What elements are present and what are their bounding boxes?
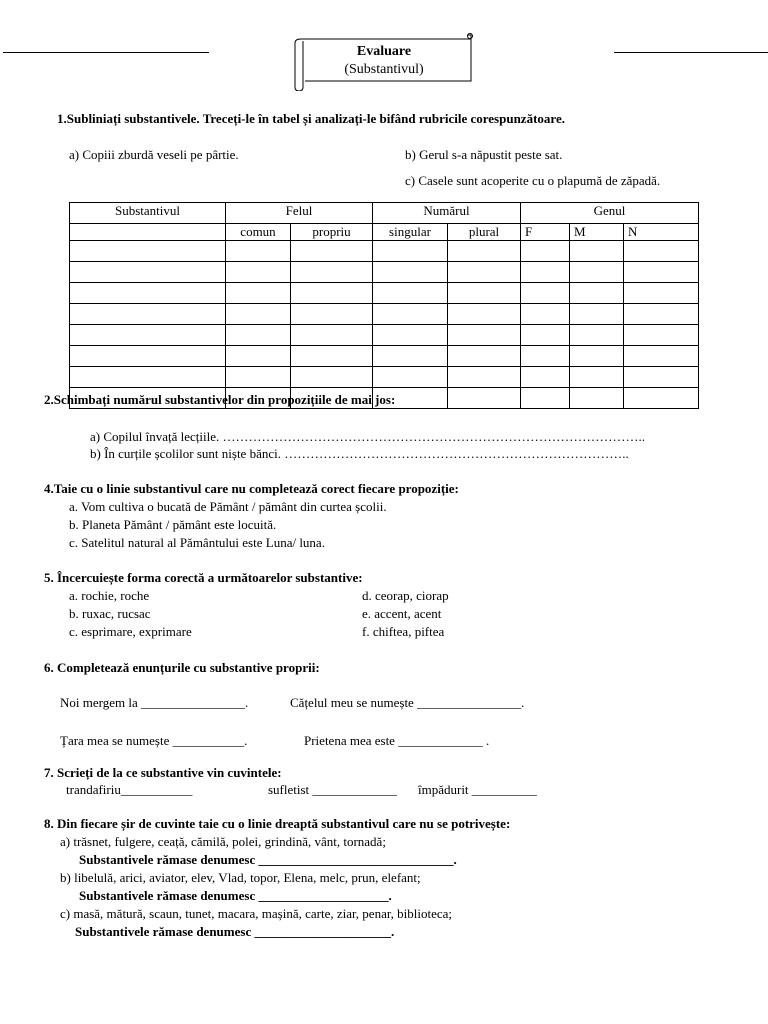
q1-prompt: 1.Subliniați substantivele. Treceți-le în tabel și analizați-le bifând rubricile corespunzătoare. [57,111,565,126]
col-singular: singular [373,224,448,241]
q8-list-a: a) trăsnet, fulgere, ceață, cămilă, polei, grindină, vânt, tornadă; [60,834,386,849]
table-cell[interactable] [624,346,699,367]
table-row [70,346,699,367]
col-substantivul: Substantivul [70,203,226,224]
q4-prompt: 4.Taie cu o linie substantivul care nu completează corect fiecare propoziție: [44,481,459,496]
q6-line-1[interactable]: Noi mergem la ________________. [60,695,249,710]
table-cell[interactable] [448,304,521,325]
table-cell[interactable] [624,262,699,283]
q2-item-b: b) În curțile școlilor sunt niște bănci. …………………………………………………………………….. [90,446,629,461]
table-cell[interactable] [291,304,373,325]
q8-list-c: c) masă, mătură, scaun, tunet, macara, mașină, carte, ziar, penar, biblioteca; [60,906,453,921]
q8-answer-a[interactable]: Substantivele rămase denumesc ______________________________. [79,852,457,867]
table-cell[interactable] [624,241,699,262]
table-cell[interactable] [70,224,226,241]
table-cell[interactable] [291,325,373,346]
title-scroll-banner [293,33,475,91]
table-cell[interactable] [448,325,521,346]
table-cell[interactable] [521,325,570,346]
q6-line-4[interactable]: Prietena mea este _____________ . [304,733,490,748]
table-cell[interactable] [570,325,624,346]
table-cell[interactable] [570,241,624,262]
table-cell[interactable] [291,346,373,367]
table-cell[interactable] [373,325,448,346]
table-cell[interactable] [624,325,699,346]
table-cell[interactable] [521,262,570,283]
table-cell[interactable] [448,346,521,367]
table-cell[interactable] [226,262,291,283]
q4-item-b: b. Planeta Pământ / pământ este locuită. [69,517,277,532]
page-title: Evaluare [356,44,412,59]
q5-prompt: 5. Încercuiește forma corectă a următoarelor substantive: [44,570,363,585]
table-cell[interactable] [373,283,448,304]
q5-item-b: b. ruxac, rucsac [69,606,151,621]
header-line-right [614,52,768,53]
table-cell[interactable] [521,388,570,409]
col-numarul: Numărul [373,203,521,224]
table-row [70,283,699,304]
table-cell[interactable] [373,304,448,325]
table-cell[interactable] [570,283,624,304]
table-cell[interactable] [291,262,373,283]
table-cell[interactable] [373,346,448,367]
q4-item-a: a. Vom cultiva o bucată de Pământ / pământ din curtea școlii. [69,499,387,514]
q6-line-2[interactable]: Cățelul meu se numește ________________. [290,695,525,710]
q7-prompt: 7. Scrieți de la ce substantive vin cuvintele: [44,765,282,780]
table-cell[interactable] [70,304,226,325]
col-n: N [624,224,699,241]
table-cell[interactable] [570,304,624,325]
table-cell[interactable] [226,304,291,325]
table-cell[interactable] [448,367,521,388]
col-f: F [521,224,570,241]
table-cell[interactable] [373,367,448,388]
q1-sentence-b: b) Gerul s-a năpustit peste sat. [405,147,563,162]
table-cell[interactable] [448,283,521,304]
q5-item-f: f. chiftea, piftea [362,624,445,639]
table-cell[interactable] [624,283,699,304]
col-plural: plural [448,224,521,241]
table-row [70,367,699,388]
q8-answer-b[interactable]: Substantivele rămase denumesc ____________________. [79,888,392,903]
analysis-table [69,202,699,409]
table-cell[interactable] [226,325,291,346]
table-cell[interactable] [70,241,226,262]
table-cell[interactable] [570,262,624,283]
table-cell[interactable] [448,388,521,409]
q6-prompt: 6. Completează enunțurile cu substantive proprii: [44,660,320,675]
table-cell[interactable] [624,388,699,409]
table-cell[interactable] [226,346,291,367]
table-cell[interactable] [291,283,373,304]
table-cell[interactable] [70,325,226,346]
q7-word-3[interactable]: împădurit __________ [418,782,537,797]
q2-item-a: a) Copilul învață lecțiile. …………………………………………………………………………………….. [90,429,645,444]
table-cell[interactable] [448,241,521,262]
table-cell[interactable] [624,304,699,325]
table-cell[interactable] [521,346,570,367]
table-cell[interactable] [70,367,226,388]
table-cell[interactable] [291,241,373,262]
q1-sentence-c: c) Casele sunt acoperite cu o plapumă de zăpadă. [405,173,661,188]
table-cell[interactable] [521,241,570,262]
table-cell[interactable] [373,241,448,262]
q8-list-b: b) libelulă, arici, aviator, elev, Vlad, topor, Elena, melc, prun, elefant; [60,870,421,885]
table-row [70,304,699,325]
col-genul: Genul [521,203,699,224]
q4-item-c: c. Satelitul natural al Pământului este Luna/ luna. [69,535,325,550]
q5-item-e: e. accent, acent [362,606,442,621]
col-m: M [570,224,624,241]
table-cell[interactable] [570,346,624,367]
q7-word-1[interactable]: trandafiriu___________ [66,782,193,797]
table-row [70,241,699,262]
table-cell[interactable] [226,283,291,304]
q8-prompt: 8. Din fiecare șir de cuvinte taie cu o linie dreaptă substantivul care nu se potrivește: [44,816,511,831]
q8-answer-c[interactable]: Substantivele rămase denumesc _____________________. [75,924,395,939]
table-cell[interactable] [291,367,373,388]
col-comun: comun [226,224,291,241]
table-cell[interactable] [226,241,291,262]
table-cell[interactable] [70,346,226,367]
q7-word-2[interactable]: sufletist _____________ [268,782,397,797]
q6-line-3[interactable]: Țara mea se numește ___________. [60,733,248,748]
q1-sentence-a: a) Copiii zburdă veseli pe pârtie. [69,147,239,162]
table-cell[interactable] [624,367,699,388]
table-cell[interactable] [521,283,570,304]
table-cell[interactable] [373,262,448,283]
table-cell[interactable] [570,388,624,409]
page-subtitle: (Substantivul) [344,62,424,77]
table-cell[interactable] [70,283,226,304]
q5-item-a: a. rochie, roche [69,588,150,603]
table-cell[interactable] [448,262,521,283]
table-cell[interactable] [226,367,291,388]
table-cell[interactable] [521,304,570,325]
col-propriu: propriu [291,224,373,241]
col-felul: Felul [226,203,373,224]
q2-prompt: 2.Schimbați numărul substantivelor din propozițiile de mai jos: [44,392,396,407]
q5-item-d: d. ceorap, ciorap [362,588,449,603]
header-line-left [3,52,209,53]
table-cell[interactable] [570,367,624,388]
table-cell[interactable] [521,367,570,388]
table-cell[interactable] [70,262,226,283]
q5-item-c: c. esprimare, exprimare [69,624,192,639]
table-row [70,262,699,283]
table-row [70,325,699,346]
